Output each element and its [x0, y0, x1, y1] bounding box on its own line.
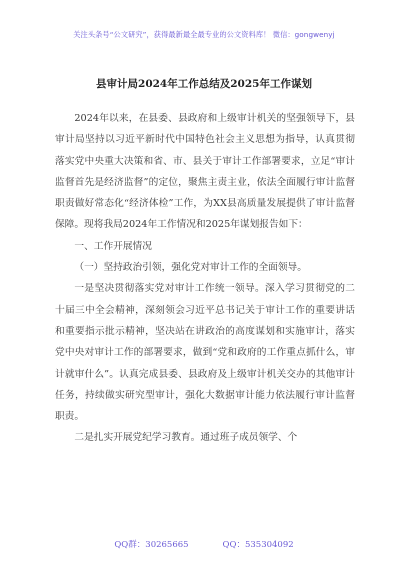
paragraph-point-2: 二是扎实开展党纪学习教育。通过班子成员领学、个: [74, 432, 298, 444]
document-title: 县审计局2024年工作总结及2025年工作谋划: [96, 78, 312, 90]
header-banner: 关注头条号“公文研究”，获得最新最全最专业的公文资料库！ 微信：gongwenyj: [73, 30, 335, 39]
footer-qq-group: QQ群：30265665: [114, 540, 189, 550]
paragraph-intro: 2024年以来，在县委、县政府和上级审计机关的坚强领导下，县审计局坚持以习近平新时代中国特色社会主义思想为指导，认真贯彻落实党中央重大决策和省、市、县关于审计工作部署要求，立足“审计监督首先是经济监督”的定位，聚焦主责主业，依法全面履行审计监督职责做好常态化“经济体检”工作，为XX县高质量发展提供了审计监督保障。现将我局2024年工作情况和2025年谋划报告如下：: [55, 113, 355, 231]
footer-qq: QQ：535304092: [222, 540, 294, 550]
section-heading: 一、工作开展情况: [74, 240, 152, 252]
subsection-heading: （一）坚持政治引领，强化党对审计工作的全面领导。: [74, 262, 307, 274]
paragraph-point-1: 一是坚决贯彻落实党对审计工作统一领导。深入学习贯彻党的二十届三中全会精神，深刻领会习近平总书记关于审计工作的重要讲话和重要指示批示精神，坚决站在讲政治的高度谋划和实施审计，落实党中央对审计工作的部署要求，做到“党和政府的工作重点抓什么，审计就审什么”。认真完成县委、县政府及上级审计机关交办的其他审计任务，持续做实研究型审计，强化大数据审计能力依法履行审计监督职责。: [55, 283, 355, 423]
document-body: [55, 108, 355, 449]
footer-contact: [0, 538, 408, 550]
